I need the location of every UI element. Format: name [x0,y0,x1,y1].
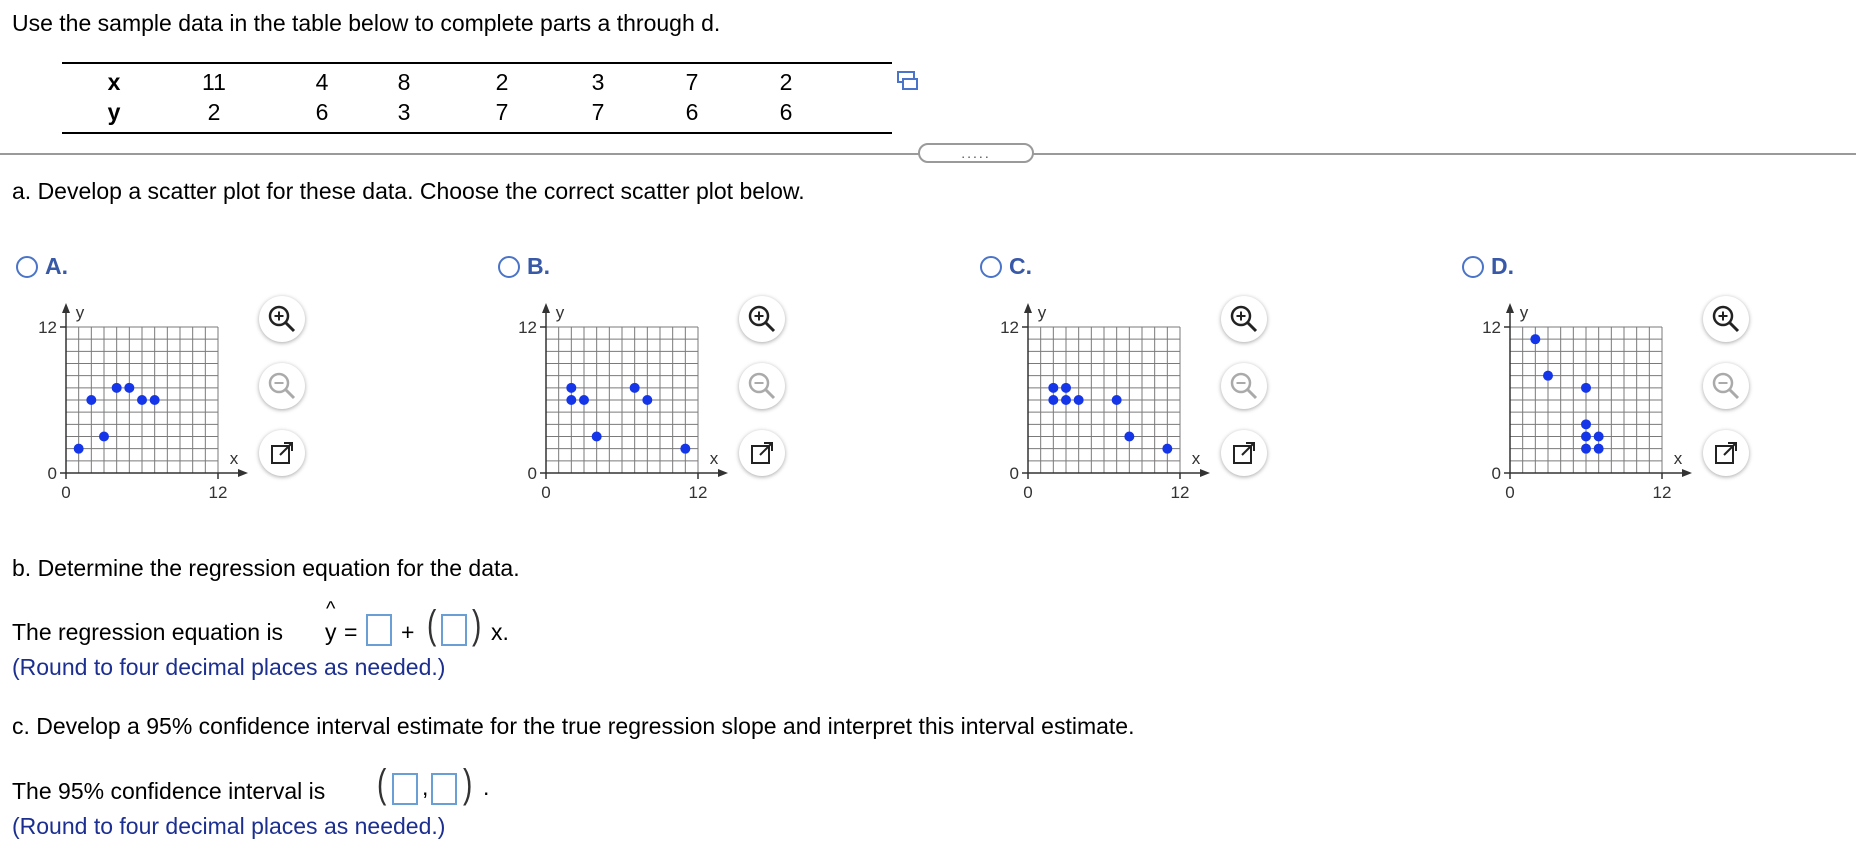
zoom-out-button-b[interactable] [739,363,785,409]
data-point [680,444,690,454]
ci-prefix: The 95% confidence interval is [12,778,326,804]
y-axis-label: y [1519,303,1529,322]
row-label-y: y [107,99,121,125]
y-axis-label: y [1037,303,1047,322]
part-a-question: a. Develop a scatter plot for these data. Choose the correct scatter plot below. [12,178,805,204]
zoom-in-button-d[interactable] [1703,296,1749,342]
option-d-radio[interactable] [1462,256,1484,278]
data-point [1048,383,1058,393]
x-axis-label: x [229,449,239,468]
ci-open-paren: ( [376,762,387,806]
popout-button-d[interactable] [1703,430,1749,476]
x-tick-label: 0 [541,483,551,502]
table-cell-x: 2 [495,69,509,95]
zoom-in-button-c[interactable] [1221,296,1267,342]
data-point [1124,432,1134,442]
table-cell-y: 7 [591,99,605,125]
table-cell-x: 7 [685,69,699,95]
data-point [74,444,84,454]
data-point [1581,432,1591,442]
y-tick-label: 0 [1009,464,1019,483]
x-tick-label: 12 [688,483,708,502]
data-point [1112,395,1122,405]
data-point [1581,383,1591,393]
data-point [137,395,147,405]
zoom-in-icon [267,304,297,334]
y-axis-arrow [62,303,70,313]
zoom-out-icon [747,371,777,401]
popout-button-b[interactable] [739,430,785,476]
yhat-symbol: y [325,619,337,645]
table-cell-y: 7 [495,99,509,125]
close-paren: ) [471,603,482,647]
x-suffix: x. [491,619,509,645]
data-point [1530,334,1540,344]
popout-icon [1229,438,1259,468]
x-axis-arrow [1682,469,1692,477]
zoom-in-icon [1711,304,1741,334]
data-point [579,395,589,405]
round-note-c: (Round to four decimal places as needed.) [12,813,446,839]
data-point [1543,371,1553,381]
y-axis-label: y [75,303,85,322]
option-c-radio[interactable] [980,256,1002,278]
copy-icon[interactable] [897,71,919,91]
x-tick-label: 12 [1652,483,1672,502]
scatter-plot-d [1472,295,1712,515]
popout-icon [747,438,777,468]
popout-button-c[interactable] [1221,430,1267,476]
data-point [592,432,602,442]
ci-upper-input[interactable] [431,773,457,805]
zoom-out-icon [267,371,297,401]
zoom-in-button-a[interactable] [259,296,305,342]
scatter-plot-a [28,295,268,515]
row-label-x: x [107,69,121,95]
x-tick-label: 0 [1505,483,1515,502]
data-point [1594,432,1604,442]
scatter-plot-b [508,295,748,515]
yhat-hat: ^ [326,598,336,620]
part-b-question: b. Determine the regression equation for the data. [12,555,520,581]
table-cell-y: 6 [315,99,329,125]
zoom-out-button-c[interactable] [1221,363,1267,409]
ci-lower-input[interactable] [392,773,418,805]
data-point [1162,444,1172,454]
y-axis-arrow [1506,303,1514,313]
data-point [1061,395,1071,405]
y-axis-arrow [542,303,550,313]
table-cell-x: 4 [315,69,329,95]
table-cell-x: 8 [397,69,411,95]
zoom-in-icon [747,304,777,334]
x-axis-arrow [718,469,728,477]
scatter-plot-c [990,295,1230,515]
ci-close-paren: ) [462,762,473,806]
data-table [62,62,892,134]
part-c-question: c. Develop a 95% confidence interval estimate for the true regression slope and interpret this interval estimate. [12,713,1135,739]
table-cell-x: 2 [779,69,793,95]
regression-equation-prefix: The regression equation is [12,619,284,645]
option-a-label[interactable]: A. [45,253,68,279]
data-point [1061,383,1071,393]
x-tick-label: 12 [1170,483,1190,502]
popout-icon [267,438,297,468]
y-axis-label: y [555,303,565,322]
data-point [566,383,576,393]
data-point [124,383,134,393]
ci-period: . [483,774,490,800]
y-tick-label: 0 [527,464,537,483]
data-point [86,395,96,405]
option-b-label[interactable]: B. [527,253,550,279]
y-tick-label: 12 [518,318,537,337]
table-cell-y: 2 [207,99,221,125]
ci-comma: , [422,774,429,800]
zoom-out-button-d[interactable] [1703,363,1749,409]
data-point [630,383,640,393]
y-tick-label: 0 [47,464,57,483]
x-axis-label: x [709,449,719,468]
table-cell-y: 6 [779,99,793,125]
data-point [150,395,160,405]
x-axis-arrow [1200,469,1210,477]
x-axis-label: x [1191,449,1201,468]
equals-sign: = [344,619,358,645]
option-d-label[interactable]: D. [1491,253,1514,279]
x-tick-label: 0 [61,483,71,502]
data-point [1581,419,1591,429]
zoom-out-button-a[interactable] [259,363,305,409]
zoom-out-icon [1711,371,1741,401]
x-axis-label: x [1673,449,1683,468]
divider-handle[interactable]: ..... [918,143,1034,163]
round-note-b: (Round to four decimal places as needed.) [12,654,446,680]
prompt-text: Use the sample data in the table below to complete parts a through d. [12,10,721,36]
data-point [1074,395,1084,405]
zoom-in-button-b[interactable] [739,296,785,342]
zoom-in-icon [1229,304,1259,334]
table-cell-x: 11 [202,69,226,95]
popout-icon [1711,438,1741,468]
open-paren: ( [426,603,437,647]
x-tick-label: 12 [208,483,228,502]
zoom-out-icon [1229,371,1259,401]
y-axis-arrow [1024,303,1032,313]
option-a-radio[interactable] [16,256,38,278]
x-axis-arrow [238,469,248,477]
table-cell-y: 6 [685,99,699,125]
data-point [112,383,122,393]
y-tick-label: 12 [38,318,57,337]
option-c-label[interactable]: C. [1009,253,1032,279]
option-b-radio[interactable] [498,256,520,278]
data-point [566,395,576,405]
plus-sign: + [401,619,415,645]
data-point [1581,444,1591,454]
y-tick-label: 12 [1482,318,1501,337]
slope-input[interactable] [441,614,467,646]
table-cell-x: 3 [591,69,605,95]
x-tick-label: 0 [1023,483,1033,502]
data-point [1594,444,1604,454]
table-cell-y: 3 [397,99,411,125]
y-tick-label: 12 [1000,318,1019,337]
data-point [642,395,652,405]
data-point [99,432,109,442]
data-point [1048,395,1058,405]
popout-button-a[interactable] [259,430,305,476]
y-tick-label: 0 [1491,464,1501,483]
intercept-input[interactable] [366,614,392,646]
